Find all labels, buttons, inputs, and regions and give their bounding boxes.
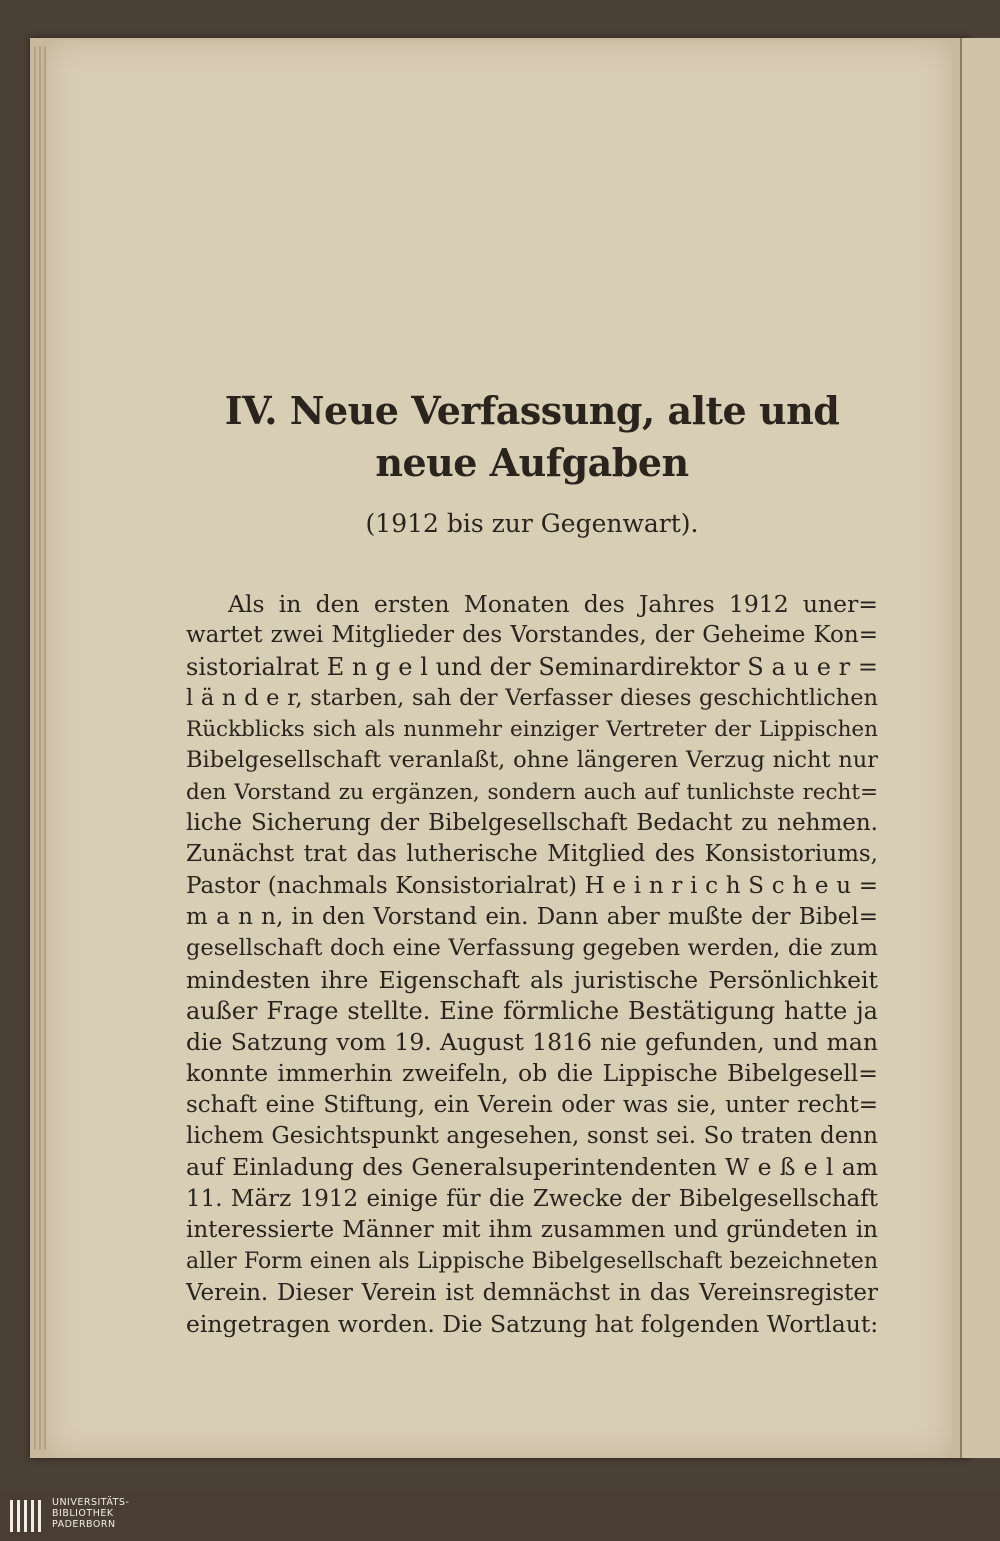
- text-line: Rückblicks sich als nunmehr einziger Vertreter der Lippischen: [186, 717, 878, 743]
- chapter-title: IV. Neue Verfassung, alte und neue Aufgaben: [224, 388, 840, 485]
- text-line: Zunächst trat das lutherische Mitglied des Konsistoriums,: [186, 841, 878, 868]
- logo-line: UNIVERSITÄTS-: [52, 1497, 130, 1508]
- logo-line: PADERBORN: [52, 1519, 116, 1530]
- library-logo-icon: [10, 1500, 44, 1532]
- chapter-subtitle: (1912 bis zur Gegenwart).: [365, 509, 699, 538]
- facing-page-edge: [960, 38, 1000, 1458]
- page-edge: [39, 46, 41, 1450]
- text-line: l ä n d e r, starben, sah der Verfasser dieses geschichtlichen: [186, 684, 878, 711]
- text-line: schaft eine Stiftung, ein Verein oder was sie, unter recht=: [186, 1091, 878, 1118]
- text-line: 11. März 1912 einige für die Zwecke der Bibelgesellschaft: [186, 1185, 878, 1212]
- text-line: Pastor (nachmals Konsistorialrat) H e i n r i c h S c h e u =: [186, 872, 878, 899]
- library-logo-text: [52, 1497, 129, 1530]
- page-text: [186, 385, 878, 1340]
- text-line: die Satzung vom 19. August 1816 nie gefunden, und man: [186, 1028, 878, 1057]
- library-footer: [0, 1490, 1000, 1541]
- text-line: interessierte Männer mit ihm zusammen und gründeten in: [186, 1216, 878, 1243]
- text-line: konnte immerhin zweifeln, ob die Lippische Bibelgesell=: [186, 1059, 878, 1088]
- text-line: Bibelgesellschaft veranlaßt, ohne längeren Verzug nicht nur: [186, 747, 878, 774]
- text-line: aller Form einen als Lippische Bibelgesellschaft bezeichneten: [186, 1249, 878, 1275]
- text-line: wartet zwei Mitglieder des Vorstandes, der Geheime Kon=: [186, 622, 878, 649]
- text-line: lichem Gesichtspunkt angesehen, sonst sei. So traten denn: [186, 1123, 878, 1150]
- page-edge: [34, 46, 36, 1450]
- logo-line: BIBLIOTHEK: [52, 1508, 114, 1519]
- text-line: eingetragen worden. Die Satzung hat folgenden Wortlaut:: [186, 1309, 879, 1338]
- text-line: mindesten ihre Eigenschaft als juristische Persönlichkeit: [186, 965, 878, 994]
- body-paragraph: [186, 589, 878, 1340]
- text-line: gesellschaft doch eine Verfassung gegeben werden, die zum: [186, 935, 878, 962]
- text-line: sistorialrat E n g e l und der Seminardirektor S a u e r =: [186, 652, 878, 681]
- text-line: den Vorstand zu ergänzen, sondern auch auf tunlichste recht=: [186, 779, 878, 805]
- text-line: Verein. Dieser Verein ist demnächst in das Vereinsregister: [186, 1279, 878, 1306]
- text-line: auf Einladung des Generalsuperintendenten W e ß e l am: [186, 1153, 878, 1182]
- text-line: Als in den ersten Monaten des Jahres 1912 uner=: [228, 590, 878, 618]
- text-line: liche Sicherung der Bibelgesellschaft Bedacht zu nehmen.: [186, 810, 878, 837]
- text-line: m a n n, in den Vorstand ein. Dann aber mußte der Bibel=: [186, 903, 878, 930]
- text-line: außer Frage stellte. Eine förmliche Bestätigung hatte ja: [186, 996, 878, 1025]
